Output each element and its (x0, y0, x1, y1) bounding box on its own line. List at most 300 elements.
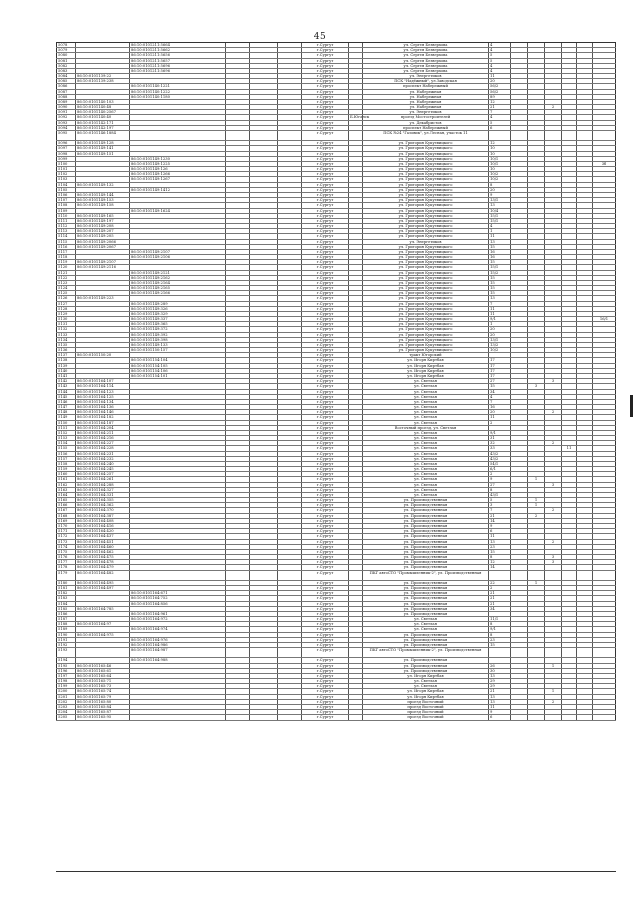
count-cell (510, 234, 527, 238)
count-cell (527, 674, 544, 678)
locality-cell (348, 705, 362, 709)
house-number-cell: 56/2 (488, 84, 510, 88)
empty-cell (277, 555, 301, 559)
cadastral-number-2 (129, 571, 225, 580)
address-cell: ул. Набережная (362, 90, 488, 94)
count-cell (544, 198, 561, 202)
house-number-cell: 21 (488, 602, 510, 606)
count-cell (527, 431, 544, 435)
cadastral-number-2 (129, 79, 225, 83)
locality-cell (348, 131, 362, 140)
cadastral-number: 86:10:0101164:136 (75, 405, 129, 409)
row-number: 5111 (56, 219, 75, 223)
empty-cell (277, 674, 301, 678)
row-number: 5202 (56, 700, 75, 704)
address-cell: ул. Светлая (362, 467, 488, 471)
city-cell: г.Сургут (301, 658, 348, 662)
house-number-cell (488, 571, 510, 580)
cadastral-number: 86:10:0101164:408 (75, 519, 129, 523)
count-cell (544, 669, 561, 673)
count-cell (576, 79, 592, 83)
empty-cell (225, 260, 249, 264)
count-cell (527, 524, 544, 528)
count-cell (576, 307, 592, 311)
count-cell (527, 157, 544, 161)
empty-cell (225, 110, 249, 114)
count-cell (527, 638, 544, 642)
empty-cell (277, 369, 301, 373)
count-cell (561, 302, 576, 306)
count-cell (544, 581, 561, 585)
count-cell (510, 457, 527, 461)
count-cell (561, 353, 576, 357)
count-cell (576, 477, 592, 481)
count-cell (561, 131, 576, 140)
address-cell: ул. Игоря Киртбая (362, 689, 488, 693)
count-cell (510, 384, 527, 388)
empty-cell (225, 193, 249, 197)
count-cell (510, 338, 527, 342)
count-cell (510, 265, 527, 269)
count-cell (544, 384, 561, 388)
cadastral-number-2: 86:10:0101149:1412 (129, 188, 225, 192)
note-cell (592, 612, 616, 616)
cadastral-number: 86:10:0101149:2116 (75, 265, 129, 269)
note-cell (592, 426, 616, 430)
count-cell (576, 596, 592, 600)
house-number-cell: 89 (488, 95, 510, 99)
count-cell (576, 64, 592, 68)
count-cell (510, 281, 527, 285)
count-cell (576, 265, 592, 269)
count-cell (576, 146, 592, 150)
house-number-cell: 21 (488, 514, 510, 518)
cadastral-number-2 (129, 410, 225, 414)
row-number: 5138 (56, 358, 75, 362)
empty-cell (277, 658, 301, 662)
cadastral-number: 86:10:0101164:387 (75, 514, 129, 518)
cadastral-number-2: 86:10:0101164:988 (129, 658, 225, 662)
city-cell: г.Сургут (301, 581, 348, 585)
cadastral-number: 86:10:0101164:245 (75, 467, 129, 471)
count-cell (561, 586, 576, 590)
count-cell (510, 374, 527, 378)
count-cell (544, 638, 561, 642)
empty-cell (277, 240, 301, 244)
count-cell (576, 338, 592, 342)
count-cell (576, 286, 592, 290)
cadastral-number-2: 86:10:0101149:2166 (129, 291, 225, 295)
empty-cell (225, 240, 249, 244)
house-number-cell (488, 353, 510, 357)
city-cell: г.Сургут (301, 281, 348, 285)
cadastral-number: 86:10:0101149:141 (75, 146, 129, 150)
city-cell: г.Сургут (301, 296, 348, 300)
count-cell (544, 43, 561, 47)
count-cell (527, 436, 544, 440)
note-cell (592, 689, 616, 693)
address-cell: ул. Григория Кукуевицкого (362, 333, 488, 337)
note-cell (592, 105, 616, 109)
cadastral-number-2: 86:10:0101140:1180 (129, 95, 225, 99)
house-number-cell: 16 (488, 250, 510, 254)
empty-cell (225, 157, 249, 161)
locality-cell (348, 364, 362, 368)
locality-cell (348, 446, 362, 450)
count-cell (510, 64, 527, 68)
empty-cell (225, 612, 249, 616)
count-cell (561, 400, 576, 404)
count-cell (544, 426, 561, 430)
count-cell (544, 400, 561, 404)
empty-cell (277, 64, 301, 68)
empty-cell (249, 198, 277, 202)
city-cell: г.Сургут (301, 64, 348, 68)
cadastral-number-2 (129, 503, 225, 507)
cadastral-number-2 (129, 607, 225, 611)
house-number-cell: 8 (488, 555, 510, 559)
note-cell (592, 472, 616, 476)
city-cell: г.Сургут (301, 177, 348, 181)
cadastral-number: 86:10:0101164:257 (75, 472, 129, 476)
count-cell (544, 291, 561, 295)
cadastral-number: 86:10:0101164:460 (75, 545, 129, 549)
count-cell (510, 291, 527, 295)
empty-cell (277, 514, 301, 518)
empty-cell (225, 90, 249, 94)
cadastral-number-2 (129, 508, 225, 512)
count-cell (510, 436, 527, 440)
count-cell (561, 126, 576, 130)
house-number-cell: 2 (488, 586, 510, 590)
note-cell (592, 203, 616, 207)
house-number-cell: 11 (488, 705, 510, 709)
count-cell (576, 364, 592, 368)
count-cell (510, 105, 527, 109)
row-number: 5194 (56, 658, 75, 662)
count-cell (576, 224, 592, 228)
row-number: 5084 (56, 74, 75, 78)
count-cell (527, 596, 544, 600)
address-cell: ул. Григория Кукуевицкого (362, 250, 488, 254)
cadastral-number-2 (129, 405, 225, 409)
count-cell: 3 (544, 483, 561, 487)
locality-cell (348, 643, 362, 647)
count-cell: 2 (544, 700, 561, 704)
address-cell: ул. Светлая (362, 617, 488, 621)
cadastral-number-2 (129, 565, 225, 569)
cadastral-number (75, 612, 129, 616)
cadastral-number-2 (129, 695, 225, 699)
locality-cell (348, 436, 362, 440)
cadastral-number (75, 648, 129, 657)
city-cell: г.Сургут (301, 141, 348, 145)
count-cell (544, 415, 561, 419)
empty-cell (277, 183, 301, 187)
count-cell (561, 74, 576, 78)
city-cell: г.Сургут (301, 353, 348, 357)
empty-cell (225, 622, 249, 626)
count-cell (527, 379, 544, 383)
count-cell (561, 198, 576, 202)
empty-cell (277, 250, 301, 254)
note-cell (592, 627, 616, 631)
house-number-cell: 15 (488, 260, 510, 264)
cadastral-number: 86:10:0101149:128 (75, 141, 129, 145)
count-cell (544, 710, 561, 714)
count-cell (576, 141, 592, 145)
count-cell (544, 276, 561, 280)
cadastral-number-2 (129, 426, 225, 430)
empty-cell (225, 431, 249, 435)
count-cell (510, 214, 527, 218)
count-cell (510, 390, 527, 394)
count-cell (544, 312, 561, 316)
empty-cell (249, 146, 277, 150)
locality-cell (348, 110, 362, 114)
cadastral-number (75, 317, 129, 321)
locality-cell (348, 317, 362, 321)
city-cell: г.Сургут (301, 529, 348, 533)
empty-cell (277, 317, 301, 321)
note-cell (592, 669, 616, 673)
house-number-cell: 43/2 (488, 457, 510, 461)
count-cell (544, 514, 561, 518)
cadastral-number-2 (129, 477, 225, 481)
empty-cell (249, 245, 277, 249)
row-number: 5118 (56, 255, 75, 259)
empty-cell (277, 477, 301, 481)
house-number-cell: 15/1 (488, 214, 510, 218)
count-cell (561, 152, 576, 156)
count-cell (527, 48, 544, 52)
empty-cell (249, 100, 277, 104)
cadastral-number: 86:10:0101164:146 (75, 410, 129, 414)
count-cell: 1 (527, 477, 544, 481)
cadastral-number: 86:10:0101164:228 (75, 446, 129, 450)
count-cell (544, 602, 561, 606)
cadastral-number: 86:10:0101164:107 (75, 379, 129, 383)
note-cell (592, 483, 616, 487)
empty-cell (225, 245, 249, 249)
house-number-cell: 9/1 (488, 431, 510, 435)
city-cell: г.Сургут (301, 214, 348, 218)
count-cell (510, 550, 527, 554)
empty-cell (225, 353, 249, 357)
empty-cell (277, 467, 301, 471)
empty-cell (225, 488, 249, 492)
row-number: 5172 (56, 534, 75, 538)
cadastral-number: 86:10:0101165:74 (75, 689, 129, 693)
address-cell: ул. Сергея Безверхова (362, 53, 488, 57)
locality-cell (348, 157, 362, 161)
empty-cell (277, 374, 301, 378)
address-cell: ул. Набережная (362, 100, 488, 104)
note-cell (592, 540, 616, 544)
count-cell (561, 296, 576, 300)
note-cell (592, 415, 616, 419)
empty-cell (249, 327, 277, 331)
count-cell (576, 157, 592, 161)
count-cell (510, 219, 527, 223)
count-cell (510, 431, 527, 435)
count-cell (576, 679, 592, 683)
note-cell (592, 488, 616, 492)
note-cell (592, 152, 616, 156)
note-cell (592, 291, 616, 295)
note-cell (592, 353, 616, 357)
count-cell (510, 333, 527, 337)
empty-cell (249, 607, 277, 611)
empty-cell (225, 415, 249, 419)
note-cell (592, 555, 616, 559)
cadastral-number-2 (129, 560, 225, 564)
count-cell (527, 302, 544, 306)
empty-cell (249, 338, 277, 342)
empty-cell (225, 203, 249, 207)
count-cell (576, 534, 592, 538)
empty-cell (277, 271, 301, 275)
empty-cell (249, 48, 277, 52)
address-cell: ПКГ автоСТО "Промышленник-2", ул. Производственная (362, 648, 488, 657)
count-cell (561, 84, 576, 88)
city-cell: г.Сургут (301, 131, 348, 140)
house-number-cell: 13 (488, 540, 510, 544)
city-cell: г.Сургут (301, 245, 348, 249)
row-number: 5168 (56, 514, 75, 518)
address-cell: ул. Григория Кукуевицкого (362, 152, 488, 156)
note-cell (592, 48, 616, 52)
count-cell (576, 90, 592, 94)
empty-cell (277, 198, 301, 202)
address-cell: ул. Сергея Безверхова (362, 48, 488, 52)
cadastral-number: 86:10:0101165:80 (75, 700, 129, 704)
empty-cell (249, 529, 277, 533)
count-cell (510, 183, 527, 187)
empty-cell (249, 581, 277, 585)
city-cell: г.Сургут (301, 627, 348, 631)
count-cell (510, 514, 527, 518)
city-cell: г.Сургут (301, 410, 348, 414)
locality-cell (348, 565, 362, 569)
empty-cell (249, 302, 277, 306)
city-cell: г.Сургут (301, 260, 348, 264)
empty-cell (249, 390, 277, 394)
locality-cell (348, 79, 362, 83)
cadastral-number-2 (129, 100, 225, 104)
count-cell (544, 658, 561, 662)
count-cell (510, 540, 527, 544)
house-number-cell: 54/1 (488, 462, 510, 466)
count-cell (527, 198, 544, 202)
cadastral-number-2 (129, 384, 225, 388)
empty-cell (249, 415, 277, 419)
count-cell (576, 219, 592, 223)
empty-cell (225, 467, 249, 471)
count-cell (527, 565, 544, 569)
house-number-cell (488, 648, 510, 657)
locality-cell (348, 141, 362, 145)
note-cell (592, 446, 616, 450)
count-cell (544, 84, 561, 88)
count-cell (510, 508, 527, 512)
count-cell (561, 240, 576, 244)
cadastral-number-2 (129, 498, 225, 502)
count-cell (576, 53, 592, 57)
count-cell (576, 627, 592, 631)
empty-cell (277, 705, 301, 709)
count-cell: 2 (544, 508, 561, 512)
locality-cell (348, 426, 362, 430)
row-number: 5136 (56, 348, 75, 352)
row-number: 5131 (56, 322, 75, 326)
cadastral-number (75, 312, 129, 316)
count-cell (544, 131, 561, 140)
cadastral-number: 86:10:0101164:437 (75, 534, 129, 538)
count-cell (561, 638, 576, 642)
count-cell (510, 483, 527, 487)
count-cell (576, 431, 592, 435)
empty-cell (249, 214, 277, 218)
cadastral-number (75, 286, 129, 290)
empty-cell (225, 188, 249, 192)
row-number: 5154 (56, 441, 75, 445)
city-cell: г.Сургут (301, 183, 348, 187)
empty-cell (249, 183, 277, 187)
count-cell (527, 395, 544, 399)
count-cell (544, 607, 561, 611)
count-cell (510, 477, 527, 481)
empty-cell (225, 633, 249, 637)
house-number-cell: 23 (488, 545, 510, 549)
empty-cell (277, 209, 301, 213)
address-cell: ул. Производственная (362, 612, 488, 616)
city-cell: г.Сургут (301, 219, 348, 223)
count-cell (561, 364, 576, 368)
count-cell (510, 115, 527, 119)
city-cell: г.Сургут (301, 643, 348, 647)
cadastral-number-2 (129, 240, 225, 244)
count-cell (576, 69, 592, 73)
cadastral-number-2: 86:10:0101149:1267 (129, 177, 225, 181)
address-cell: ул. Игоря Киртбая (362, 369, 488, 373)
locality-cell (348, 229, 362, 233)
count-cell (544, 307, 561, 311)
cadastral-number-2: 86:10:0101154:101 (129, 374, 225, 378)
row-number: 5195 (56, 664, 75, 668)
empty-cell (249, 648, 277, 657)
row-number: 5196 (56, 669, 75, 673)
count-cell (561, 565, 576, 569)
row-number: 5188 (56, 622, 75, 626)
city-cell: г.Сургут (301, 648, 348, 657)
locality-cell (348, 390, 362, 394)
locality-cell (348, 327, 362, 331)
empty-cell (277, 519, 301, 523)
count-cell (544, 229, 561, 233)
locality-cell (348, 90, 362, 94)
city-cell: г.Сургут (301, 700, 348, 704)
cadastral-number-2: 86:10:0101149:1225 (129, 162, 225, 166)
house-number-cell: 30 (488, 669, 510, 673)
empty-cell (249, 560, 277, 564)
address-cell: ул. Игоря Киртбая (362, 695, 488, 699)
locality-cell (348, 664, 362, 668)
empty-cell (249, 265, 277, 269)
count-cell (544, 59, 561, 63)
house-number-cell: 10 (488, 167, 510, 171)
city-cell: г.Сургут (301, 234, 348, 238)
